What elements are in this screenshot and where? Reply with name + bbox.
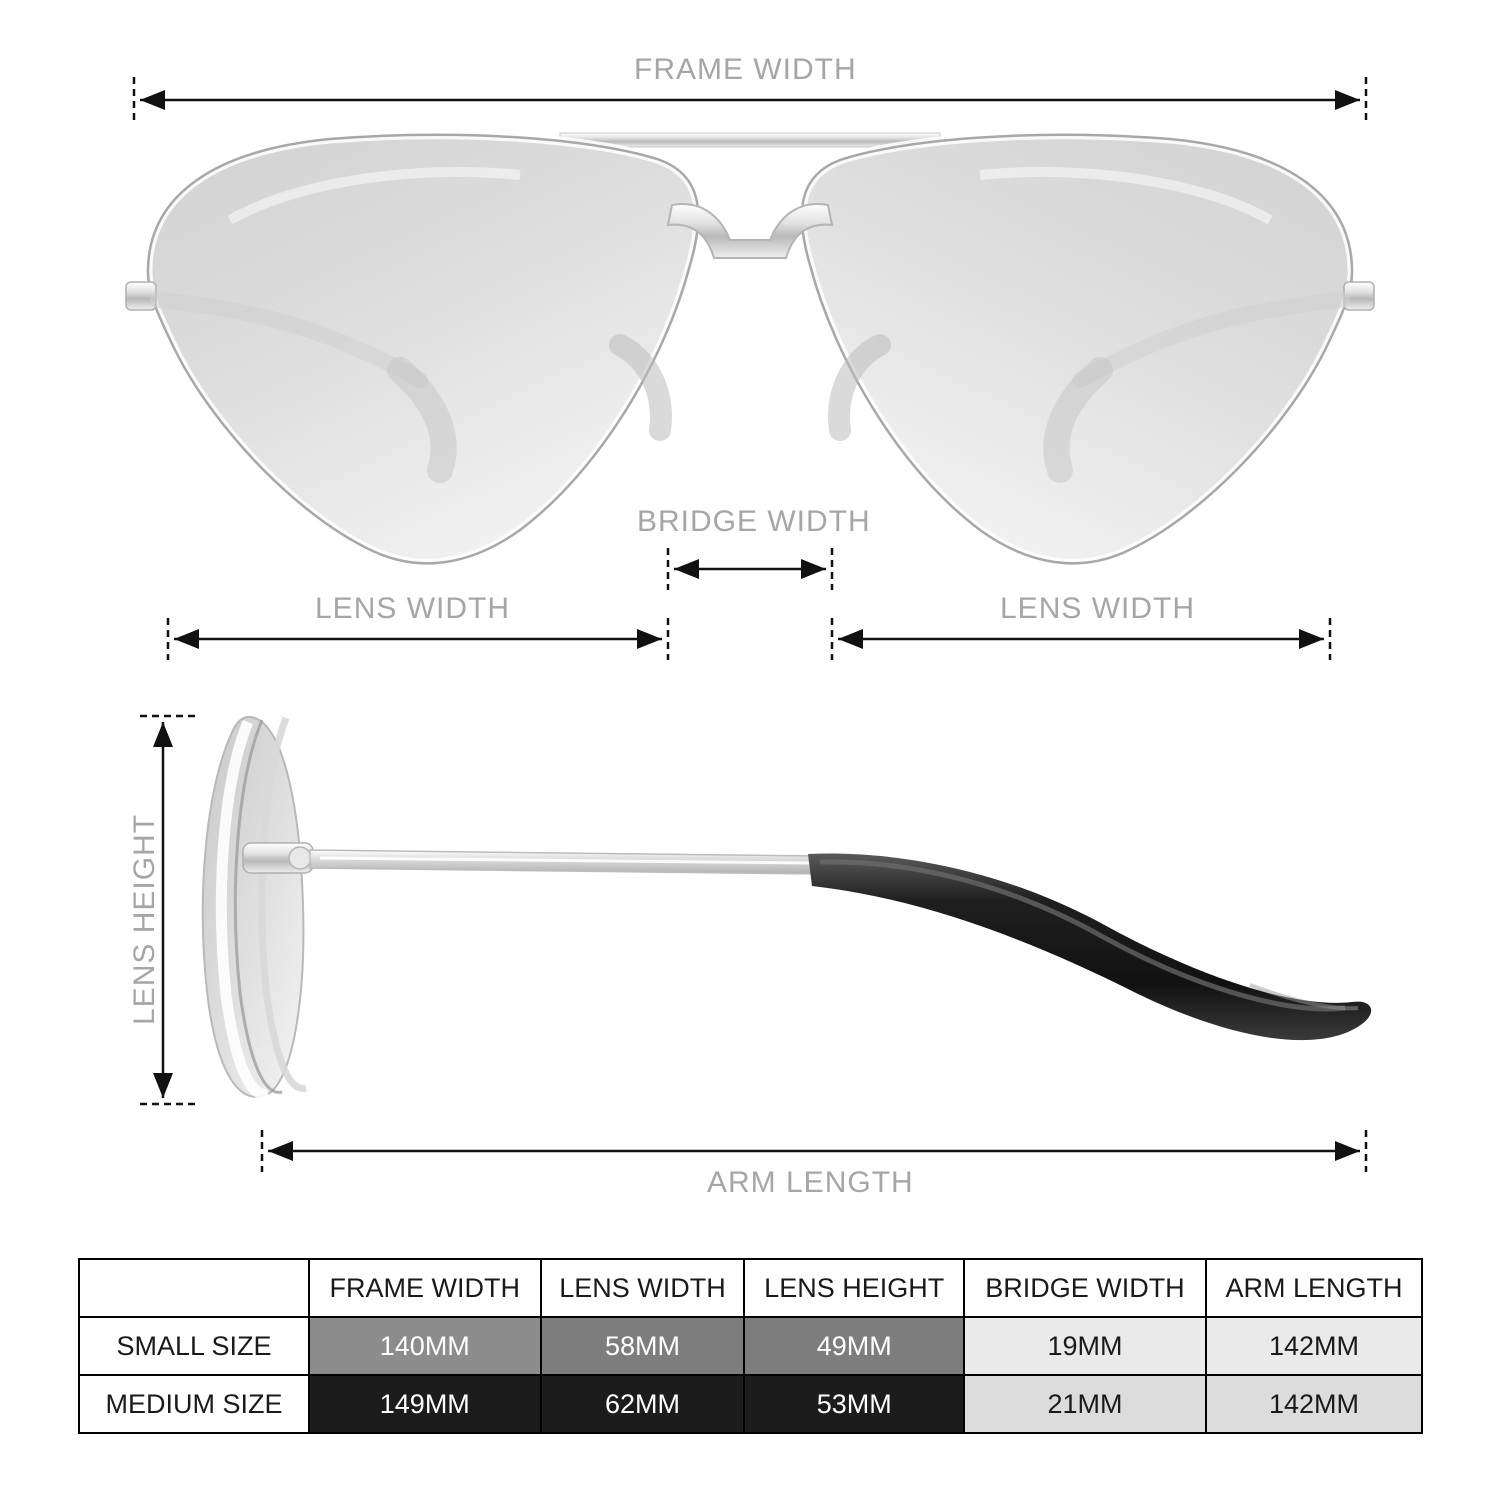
frame-width-label: FRAME WIDTH	[634, 53, 857, 86]
size-table	[78, 1258, 1423, 1434]
small-arm-length: 142MM	[1206, 1317, 1422, 1375]
small-bridge-width: 19MM	[964, 1317, 1206, 1375]
table-header-frame-width: FRAME WIDTH	[309, 1259, 541, 1317]
table-row	[79, 1375, 1422, 1433]
table-header-arm-length: ARM LENGTH	[1206, 1259, 1422, 1317]
medium-lens-height: 53MM	[744, 1375, 964, 1433]
table-row	[79, 1317, 1422, 1375]
side-view-sunglasses	[203, 717, 1371, 1097]
medium-arm-length: 142MM	[1206, 1375, 1422, 1433]
small-lens-width: 58MM	[541, 1317, 745, 1375]
small-lens-height: 49MM	[744, 1317, 964, 1375]
row-label-medium-size: MEDIUM SIZE	[79, 1375, 309, 1433]
table-header-row	[79, 1259, 1422, 1317]
lens-width-left-label: LENS WIDTH	[315, 592, 511, 625]
front-view-sunglasses	[126, 133, 1374, 563]
medium-frame-width: 149MM	[309, 1375, 541, 1433]
medium-bridge-width: 21MM	[964, 1375, 1206, 1433]
small-frame-width: 140MM	[309, 1317, 541, 1375]
bridge-width-label: BRIDGE WIDTH	[637, 505, 871, 538]
lens-height-label: LENS HEIGHT	[128, 813, 161, 1025]
table-header-bridge-width: BRIDGE WIDTH	[964, 1259, 1206, 1317]
medium-lens-width: 62MM	[541, 1375, 745, 1433]
bridge-width-dimension	[668, 548, 832, 590]
row-label-small-size: SMALL SIZE	[79, 1317, 309, 1375]
lens-width-right-label: LENS WIDTH	[1000, 592, 1196, 625]
arm-length-label: ARM LENGTH	[707, 1166, 914, 1199]
table-header-lens-width: LENS WIDTH	[541, 1259, 745, 1317]
table-header-corner	[79, 1259, 309, 1317]
table-header-lens-height: LENS HEIGHT	[744, 1259, 964, 1317]
